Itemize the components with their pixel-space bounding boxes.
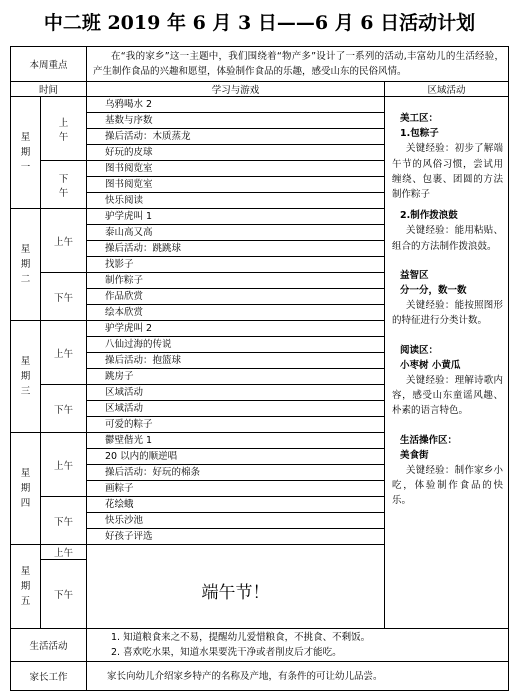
area-gap <box>392 329 503 343</box>
area-title: 生活操作区： <box>400 434 458 446</box>
area-text: 关键经验：理解诗歌内容，感受山东童谣风趣、朴素的语言特色。 <box>392 375 504 417</box>
activity-cell: 鬱壁偕光 1 <box>87 433 385 449</box>
activity-cell: 驴学虎叫 1 <box>87 209 385 225</box>
day-char: 星 <box>20 468 31 479</box>
activity-cell: 绘本欣赏 <box>87 305 385 321</box>
area-block <box>392 343 503 433</box>
area-block <box>392 268 503 343</box>
home-text: 家长向幼儿介绍家乡特产的名称及产地，有条件的可让幼儿品尝。 <box>87 662 509 691</box>
pm-label <box>41 497 87 545</box>
am-label-text: 午 <box>58 131 69 143</box>
am-label-text: 上午 <box>54 236 74 248</box>
activity-cell: 驴学虎叫 2 <box>87 321 385 337</box>
pm-label <box>41 385 87 433</box>
day-char: 四 <box>20 498 31 509</box>
area-subtitle: 分一分，数一数 <box>400 285 467 297</box>
activity-cell: 操后活动：木质蒸龙 <box>87 129 385 145</box>
day-char: 星 <box>20 244 31 255</box>
activity-cell: 操后活动：好玩的棉条 <box>87 465 385 481</box>
pm-label <box>41 273 87 321</box>
am-label-text: 上 <box>58 117 69 129</box>
area-text: 关键经验：能用粘贴、组合的方法制作拨浪鼓。 <box>392 225 504 252</box>
day-char: 期 <box>20 259 31 270</box>
life-label: 生活活动 <box>11 629 87 662</box>
am-label-text: 上午 <box>54 548 74 559</box>
area-text: 关键经验：能按照图形的特征进行分类计数。 <box>392 300 504 327</box>
area-subtitle: 美食街 <box>400 449 429 461</box>
activity-cell: 图书阅览室 <box>87 177 385 193</box>
am-label <box>41 209 87 273</box>
pm-label <box>41 560 87 629</box>
day-label <box>11 321 41 433</box>
area-title: 益智区 <box>400 269 429 281</box>
header-area: 区域活动 <box>385 82 509 97</box>
day-label <box>11 545 41 629</box>
home-label: 家长工作 <box>11 662 87 691</box>
area-title: 美工区： <box>400 113 439 124</box>
activity-cell: 作品欣赏 <box>87 289 385 305</box>
day-char: 二 <box>20 274 31 285</box>
activity-cell: 快乐阅读 <box>87 193 385 209</box>
day-char: 期 <box>20 147 31 158</box>
focus-label: 本周重点 <box>11 47 87 82</box>
activity-cell: 图书阅览室 <box>87 161 385 177</box>
day-char: 一 <box>20 162 31 173</box>
header-row <box>11 82 509 97</box>
am-label-text: 上午 <box>54 348 74 360</box>
am-label-text: 上午 <box>54 460 74 472</box>
activity-row <box>11 97 509 113</box>
activity-cell: 找影子 <box>87 257 385 273</box>
day-char: 星 <box>20 356 31 367</box>
activity-cell: 操后活动：跳跳球 <box>87 241 385 257</box>
pm-label-text: 下午 <box>54 516 74 528</box>
area-text: 关键经验：初步了解端午节的风俗习惯，尝试用缠绕、包裹、团圆的方法制作粽子 <box>392 143 504 201</box>
activity-cell: 区域活动 <box>87 401 385 417</box>
pm-label-text: 午 <box>58 187 69 199</box>
activity-cell: 区域活动 <box>87 385 385 401</box>
focus-text: 在“我的家乡”这一主题中，我们围绕着“物产多”设计了一系列的活动,丰富幼儿的生活经验，产生制作食品的兴趣和愿望，体验制作食品的乐趣，感受山东的民俗风情。 <box>87 47 509 82</box>
area-block <box>392 111 503 202</box>
day-char: 星 <box>20 132 31 143</box>
activity-cell: 跳房子 <box>87 369 385 385</box>
area-gap <box>392 419 503 433</box>
activity-cell: 泰山高又高 <box>87 225 385 241</box>
area-title: 阅读区： <box>400 344 439 356</box>
activity-cell: 基数与序数 <box>87 113 385 129</box>
area-block <box>392 433 503 509</box>
activity-cell: 制作粽子 <box>87 273 385 289</box>
am-label <box>41 545 87 560</box>
area-subtitle: 2.制作拨浪鼓 <box>400 210 458 222</box>
area-gap <box>392 254 503 268</box>
activity-cell: 八仙过海的传说 <box>87 337 385 353</box>
pm-label-text: 下午 <box>54 292 74 304</box>
day-label <box>11 433 41 545</box>
area-block <box>392 208 503 268</box>
area-activities <box>385 97 509 629</box>
activity-cell: 画粽子 <box>87 481 385 497</box>
day-char: 期 <box>20 483 31 494</box>
activity-cell: 乌鸦喝水 2 <box>87 97 385 113</box>
area-subtitle: 小枣树 小黄瓜 <box>400 359 461 371</box>
activity-cell: 快乐沙池 <box>87 513 385 529</box>
home-row <box>11 662 509 691</box>
activity-cell: 好玩的皮球 <box>87 145 385 161</box>
pm-label-text: 下午 <box>54 590 74 601</box>
am-label <box>41 321 87 385</box>
activity-cell: 花绘蛾 <box>87 497 385 513</box>
life-item: 1. 知道粮食来之不易，提醒幼儿爱惜粮食，不挑食、不剩饭。 <box>111 632 371 643</box>
page-title: 中二班 2019 年 6 月 3 日——6 月 6 日活动计划 <box>43 12 476 34</box>
activity-cell: 20 以内的顺逆唱 <box>87 449 385 465</box>
day-char: 期 <box>20 581 31 592</box>
day-char: 三 <box>20 386 31 397</box>
header-time: 时间 <box>11 82 87 97</box>
activity-cell: 可爱的粽子 <box>87 417 385 433</box>
activity-cell: 好孩子评选 <box>87 529 385 545</box>
life-item: 2. 喜欢吃水果，知道水果要洗干净或者削皮后才能吃。 <box>111 647 342 658</box>
life-items <box>87 629 509 662</box>
pm-label <box>41 161 87 209</box>
holiday-text: 端午节！ <box>87 545 385 629</box>
am-label <box>41 433 87 497</box>
life-row <box>11 629 509 662</box>
day-char: 星 <box>20 566 31 577</box>
day-char: 期 <box>20 371 31 382</box>
day-char: 五 <box>20 596 31 607</box>
area-subtitle: 1.包粽子 <box>400 128 439 140</box>
pm-label-text: 下午 <box>54 404 74 416</box>
header-learn: 学习与游戏 <box>87 82 385 97</box>
day-label <box>11 97 41 209</box>
day-label <box>11 209 41 321</box>
focus-row <box>11 47 509 82</box>
activity-cell: 操后活动：抱篮球 <box>87 353 385 369</box>
weekly-plan-table <box>10 46 509 691</box>
pm-label-text: 下 <box>58 173 69 185</box>
area-text: 关键经验：制作家乡小吃，体验制作食品的快乐。 <box>392 465 504 507</box>
am-label <box>41 97 87 161</box>
